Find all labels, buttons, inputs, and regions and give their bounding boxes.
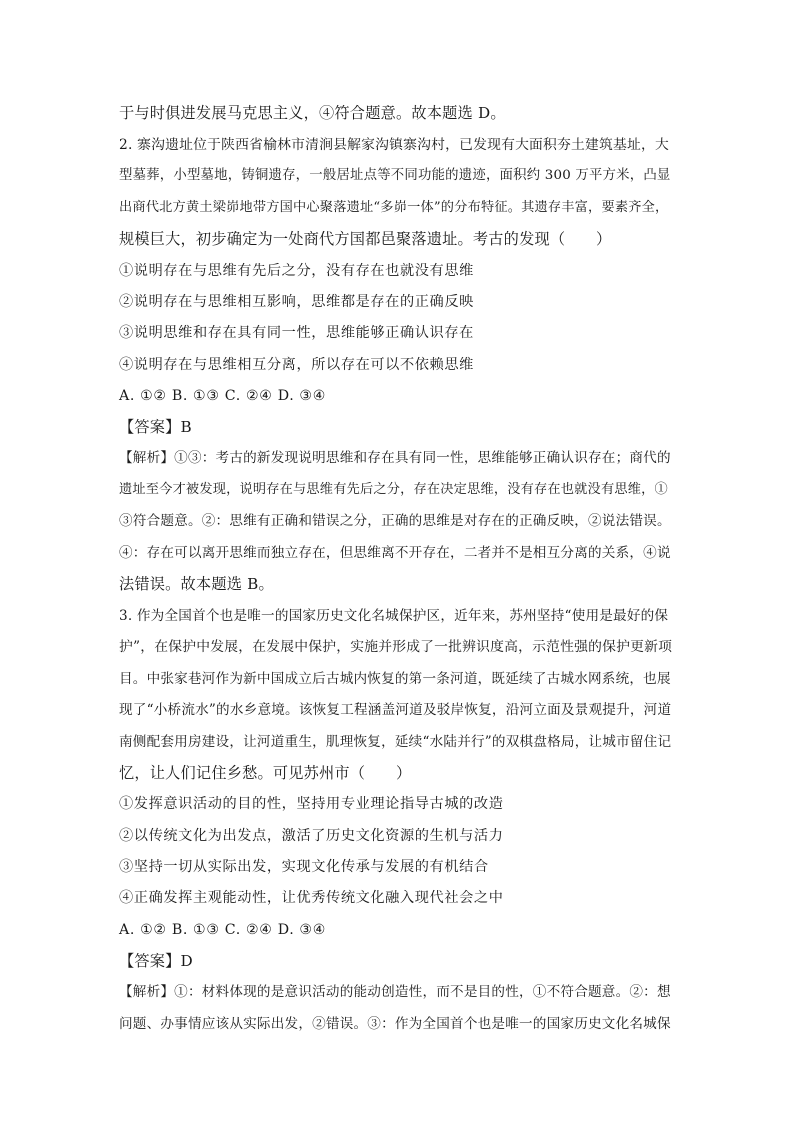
statement-2: ②说明存在与思维相互影响，思维都是存在的正确反映 [119,294,474,310]
statement-4: ④说明存在与思维相互分离，所以存在可以不依赖思维 [119,357,474,373]
text-line: 南侧配套用房建设，让河道重生，肌理恢复，延续“水陆并行”的双棋盘格局，让城市留住记 [119,734,672,750]
statement-1: ①说明存在与思维有先后之分，没有存在也就没有思维 [119,263,474,279]
statement-3: ③说明思维和存在具有同一性，思维能够正确认识存在 [119,325,474,341]
question-3-stem: 3. 作为全国首个也是唯一的国家历史文化名城保护区，近年来，苏州坚持“使用是最好的保 [119,608,669,624]
text-line: 规模巨大，初步确定为一处商代方国都邑聚落遗址。考古的发现（ ） [119,230,612,248]
answer-choices: A. ①② B. ①③ C. ②④ D. ③④ [119,922,327,938]
answer-label: 【答案】D [119,952,193,970]
text-line: 遗址至今才被发现，说明存在与思维有先后之分，存在决定思维，没有存在也就没有思维，① [119,482,668,497]
text-line: ③符合题意。②：思维有正确和错误之分，正确的思维是对存在的正确反映，②说法错误。 [119,513,671,529]
text-line: 忆，让人们记住乡愁。可见苏州市（ ） [119,764,412,782]
analysis-text: 【解析】①③：考古的新发现说明思维和存在具有同一性，思维能够正确认识存在；商代的 [119,450,671,466]
answer-label: 【答案】B [119,418,192,436]
answer-choices: A. ①② B. ①③ C. ②④ D. ③④ [119,388,327,404]
question-2-stem: 2. 寨沟遗址位于陕西省榆林市清涧县解家沟镇寨沟村，已发现有大面积夯土建筑基址，大 [119,137,670,153]
statement-4: ④正确发挥主观能动性，让优秀传统文化融入现代社会之中 [119,890,504,906]
text-line: 型墓葬，小型墓地，铸铜遗存，一般居址点等不同功能的遗迹，面积约 300 万平方米，凸显 [119,168,671,183]
statement-2: ②以传统文化为出发点，激活了历史文化资源的生机与活力 [119,828,504,844]
statement-3: ③坚持一切从实际出发，实现文化传承与发展的有机结合 [119,859,489,875]
text-line: ④：存在可以离开思维而独立存在，但思维离不开存在，二者并不是相互分离的关系，④说 [119,545,671,561]
statement-1: ①发挥意识活动的目的性，坚持用专业理论指导古城的改造 [119,796,504,812]
text-line: 法错误。故本题选 B。 [119,575,274,593]
text-line: 于与时俱进发展马克思主义，④符合题意。故本题选 D。 [119,104,506,122]
analysis-text: 【解析】①：材料体现的是意识活动的能动创造性，而不是目的性，①不符合题意。②：想 [119,984,671,1000]
text-line: 出商代北方黄土梁峁地带方国中心聚落遗址“多峁一体”的分布特征。其遗存丰富，要素齐全， [119,200,669,215]
text-line: 护”，在保护中发展，在发展中保护，实施并形成了一批辨识度高，示范性强的保护更新项 [119,639,673,655]
text-line: 问题、办事情应该从实际出发，②错误。③：作为全国首个也是唯一的国家历史文化名城保 [119,1016,671,1032]
text-line: 现了“小桥流水”的水乡意境。该恢复工程涵盖河道及驳岸恢复，沿河立面及景观提升，河道 [119,702,672,718]
text-line: 目。中张家巷河作为新中国成立后古城内恢复的第一条河道，既延续了古城水网系统，也展 [119,671,671,687]
